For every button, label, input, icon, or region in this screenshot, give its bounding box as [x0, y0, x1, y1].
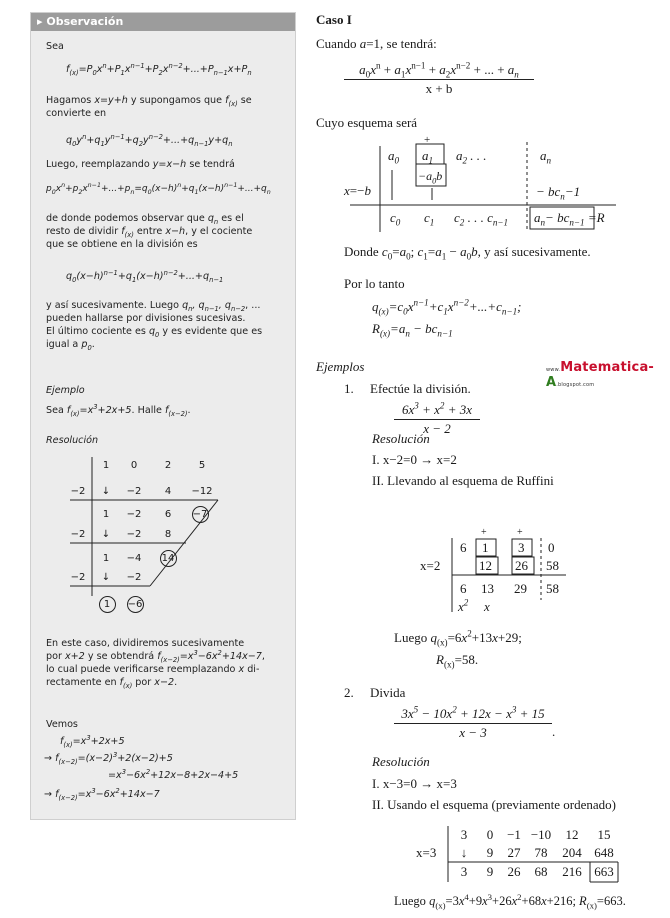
paragraph-4: y así sucesivamente. Luego $q_n$, $q_{n-1}$, $q_{n-2}$, ... pueden hallarse por divisiones sucesivas. El último cociente es $q_0$ y es evidente que es igual a $p_0$.	[46, 300, 263, 352]
circled-coef-2: −6	[127, 596, 144, 613]
observation-header: ▸ Observación	[31, 13, 295, 31]
q-formula: $q_{(x)}=c_0x^{n-1}+c_1x^{n-2}+...+c_{n-1}$;	[372, 297, 522, 317]
ex2-period: .	[552, 724, 556, 739]
ruff1-plus-1: +	[481, 527, 487, 538]
paragraph-5: En este caso, dividiremos sucesivamente por x+2 y se obtendrá $f_{(x-2)}=x^3-6x^2+14x-7$, lo cual puede verificarse reemplazando x di- rectamente en $f_{(x)}$ por x−2.	[46, 638, 265, 690]
r2-c2: −2	[126, 486, 142, 497]
r4-c1: ↓	[101, 529, 111, 540]
r4-c2: −2	[126, 529, 142, 540]
ruff1-top-1: 6	[460, 540, 467, 555]
ruff1-divisor: x=2	[420, 558, 441, 573]
fraction-general-num: $a_0x^n + a_1x^{n-1} + a_2x^{n-2}$ + ... + $a_n$	[344, 62, 534, 80]
res1-label: Resolución	[372, 431, 430, 446]
r2-c4: −12	[191, 486, 213, 497]
r1-c4: 5	[198, 460, 206, 471]
ruff1-bot-1: 6	[460, 581, 467, 596]
ruff2-top-6: 15	[597, 827, 611, 842]
polynomial-q: $q_0y^n+q_1y^{n-1}+q_2y^{n-2}+...+q_{n-1}y+q_n$	[66, 132, 233, 148]
ex1-title: Efectúe la división.	[370, 381, 471, 396]
watermark-prefix: www.	[546, 367, 561, 373]
ruff1-top-2: 1	[482, 540, 489, 555]
ruff1-bot-3: 29	[514, 581, 527, 596]
r3-c1: 1	[102, 509, 110, 520]
r5-c1: 1	[102, 553, 110, 564]
scheme-remainder: $a_n- bc_{n-1} =R$	[534, 210, 605, 228]
ruff2-divisor: x=3	[416, 845, 437, 860]
observation-title: Observación	[46, 15, 124, 28]
ex2-fraction-den: x − 3	[459, 725, 487, 740]
circled-coef-1: 1	[99, 596, 116, 613]
scheme-an: $a_n$	[540, 148, 552, 166]
scheme-c2-cn: $c_2$ . . . $c_{n-1}$	[454, 210, 509, 228]
r2-c3: 4	[164, 486, 172, 497]
scheme-divisor: x=−b	[344, 183, 371, 198]
polynomial-f: $f_{(x)}=P_0x^n+P_1x^{n-1}+P_2x^{n-2}+...+P_{n-1}x+P_n$	[66, 61, 252, 77]
vemos-label: Vemos	[46, 719, 78, 730]
res1-step-ii: II. Llevando al esquema de Ruffini	[372, 473, 554, 488]
scheme-bcn: − $bc_n-1$	[536, 184, 581, 202]
ex2-title: Divida	[370, 685, 406, 700]
ruff1-var-x2: $x^2$	[458, 597, 469, 614]
res1-step-i: I. x−2=0 → x=2	[372, 452, 457, 467]
r4-c3: 8	[164, 529, 172, 540]
ruff2-top-3: −1	[507, 827, 521, 842]
r1-c3: 2	[164, 460, 172, 471]
divisor-2: −2	[70, 529, 86, 540]
cuando-text: Cuando a=1, se tendrá:	[316, 36, 437, 51]
circled-remainder-1: −7	[192, 506, 209, 523]
luego2-text: Luego $q_{(x)}=3x^4+9x^3+26x^2+68x+216$; $R_{(x)}=663$.	[394, 891, 626, 911]
ejemplo-text: Sea $f_{(x)}=x^3+2x+5$. Halle $f_{(x-2)}$.	[46, 402, 191, 418]
scheme-a1: $a_1$	[422, 148, 434, 166]
ex1-fraction-den: x − 2	[423, 421, 451, 436]
ruff2-bot-6: 663	[594, 864, 614, 879]
fraction-general-den: x + b	[425, 81, 453, 96]
ruff2-mid-5: 204	[562, 845, 582, 860]
ejemplos-label: Ejemplos	[316, 359, 365, 374]
r-formula: $R_{(x)}=a_n - bc_{n-1}$	[372, 321, 453, 339]
ex2-fraction-num: $3x^5 - 10x^2 + 12x - x^3 + 15$	[394, 706, 552, 724]
ruff1-mid-3: 58	[546, 558, 559, 573]
res2-label: Resolución	[372, 754, 430, 769]
watermark-suffix: .blogspot.com	[556, 382, 595, 388]
ex2-number: 2.	[344, 685, 354, 700]
ruff2-bot-2: 9	[486, 864, 494, 879]
vemos-line-2: → $f_{(x-2)}=(x-2)^3+2(x-2)+5$	[44, 750, 173, 766]
ruff1-mid-1: 12	[479, 558, 492, 573]
divisor-1: −2	[70, 486, 86, 497]
cuyo-text: Cuyo esquema será	[316, 115, 418, 130]
scheme-a2: $a_2$ . . .	[456, 148, 487, 166]
r1-c1: 1	[102, 460, 110, 471]
ruff2-top-4: −10	[530, 827, 552, 842]
sea-label: Sea	[46, 41, 64, 52]
r6-c2: −2	[126, 572, 142, 583]
ruff2-bot-1: 3	[460, 864, 468, 879]
r1-c2: 0	[130, 460, 138, 471]
r6-c1: ↓	[101, 572, 111, 583]
luego1-q: Luego $q_{(x)}=6x^2+13x+29$;	[394, 628, 522, 648]
r2-c1: ↓	[101, 486, 111, 497]
caso-title: Caso I	[316, 12, 352, 27]
ruff2-bot-5: 216	[562, 864, 582, 879]
donde-text: Donde $c_0=a_0$; $c_1=a_1 - a_0b$, y así sucesivamente.	[344, 244, 591, 262]
ruff2-mid-2: 9	[486, 845, 494, 860]
vemos-line-3: $=x^3-6x^2+12x-8+2x-4+5$	[108, 767, 239, 781]
res2-step-i: I. x−3=0 → x=3	[372, 776, 457, 791]
polynomial-equation: $p_0x^n+p_2x^{n-1}+...+p_n=q_0(x-h)^n+q_1(x-h)^{n-1}+...+q_n$	[46, 182, 271, 196]
watermark-logo	[546, 360, 670, 390]
vemos-line-4: → $f_{(x-2)}=x^3-6x^2+14x-7$	[44, 786, 160, 802]
ruff1-plus-2: +	[517, 527, 523, 538]
ruff2-mid-3: 27	[507, 845, 521, 860]
paragraph-3: de donde podemos observar que $q_n$ es el resto de dividir $f_{(x)}$ entre x−h, y el cociente que se obtiene en la división es	[46, 213, 253, 250]
luego1-r: $R_{(x)}=58$.	[436, 652, 479, 670]
por-tanto-text: Por lo tanto	[344, 276, 405, 291]
ruff1-bot-2: 13	[481, 581, 494, 596]
watermark-text: Matematica-	[560, 360, 655, 375]
ruff2-bot-4: 68	[534, 864, 548, 879]
scheme-c0: $c_0$	[390, 210, 401, 228]
divisor-3: −2	[70, 572, 86, 583]
circled-remainder-2: 14	[160, 550, 177, 567]
ruff1-bot-4: 58	[546, 581, 559, 596]
ruff1-mid-2: 26	[515, 558, 528, 573]
paragraph-1: Hagamos x=y+h y supongamos que $f_{(x)}$ se convierte en	[46, 95, 252, 119]
ruff1-top-4: 0	[548, 540, 555, 555]
ruff1-var-x: x	[484, 599, 490, 614]
r3-c3: 6	[164, 509, 172, 520]
vemos-line-1: $f_{(x)}=x^3+2x+5$	[60, 733, 125, 749]
ruff2-mid-1: ↓	[460, 845, 468, 860]
scheme-a0b: $-a_0b$	[418, 169, 443, 186]
ruff2-mid-6: 648	[594, 845, 614, 860]
polynomial-cociente: $q_0(x-h)^{n-1}+q_1(x-h)^{n-2}+...+q_{n-1}$	[66, 268, 224, 284]
resolucion-label: Resolución	[46, 435, 99, 446]
watermark-a: A	[546, 375, 557, 390]
ruff2-top-2: 0	[486, 827, 494, 842]
scheme-a0: $a_0$	[388, 148, 400, 166]
res2-step-ii: II. Usando el esquema (previamente ordenado)	[372, 797, 617, 812]
ejemplo-label: Ejemplo	[46, 385, 85, 396]
ruff2-mid-4: 78	[534, 845, 548, 860]
scheme-c1: $c_1$	[424, 210, 435, 228]
ruff2-bot-3: 26	[507, 864, 521, 879]
ex1-fraction-num: $6x^3 + x^2 + 3x$	[394, 402, 480, 420]
scheme-plus: +	[424, 134, 431, 146]
ruff1-top-3: 3	[518, 540, 525, 555]
ruff2-top-5: 12	[565, 827, 579, 842]
ex1-number: 1.	[344, 381, 354, 396]
ruff2-top-1: 3	[460, 827, 468, 842]
paragraph-2: Luego, reemplazando y=x−h se tendrá	[46, 159, 235, 170]
r3-c2: −2	[126, 509, 142, 520]
r5-c2: −4	[126, 553, 142, 564]
